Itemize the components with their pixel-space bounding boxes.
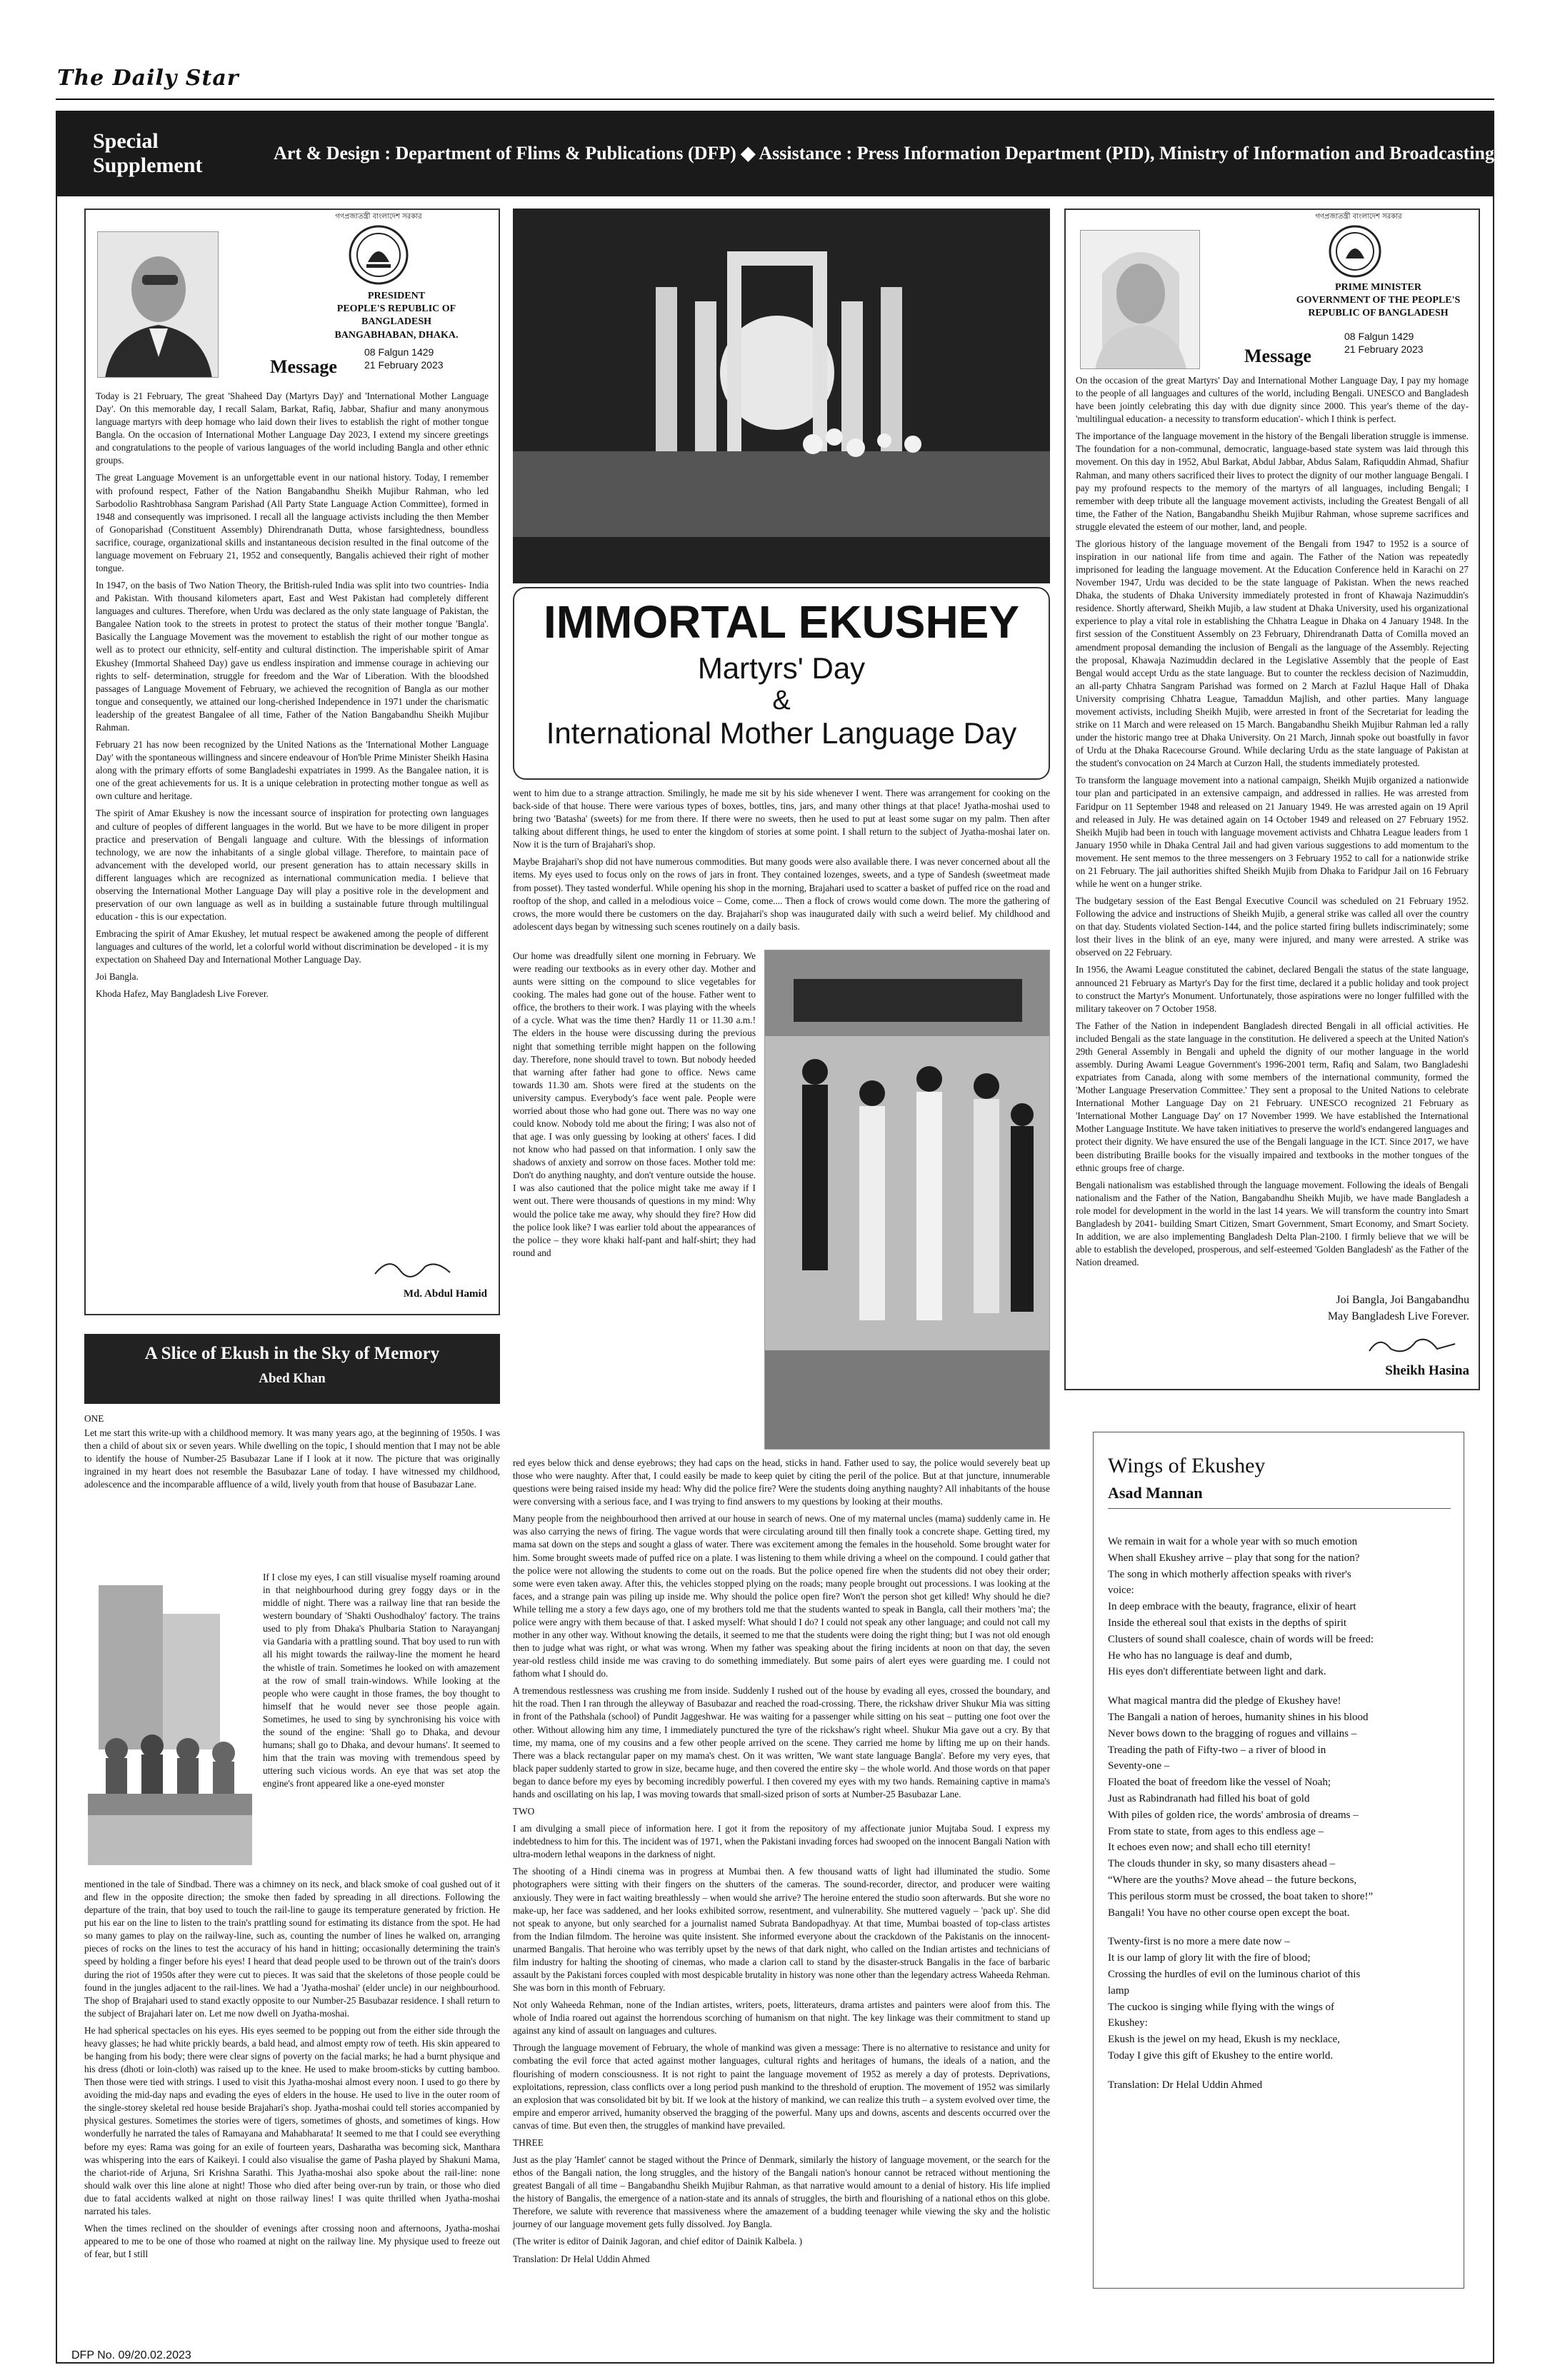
paragraph: The glorious history of the language movement of the Bengali from 1947 to 1952 is a source of inspiration in our national life from time and again. The Father of the Nation was repeatedly imprisoned for leading the language movement. At the Education Conference held in Karachi on 27 November 1947, Urdu was decided to be the state language of Pakistan. When the news reached Dhaka, the students of Dhaka University immediately protested in front of Khawaja Nazimuddin's residence. Shortly afterward, Sheikh Mujib, a law student at Dhaka University, used his organizational experience to play a vital role in establishing the Chhatra League in Dhaka on 4 January 1948. In the first session of the Constituent Assembly on 23 February, Dhirendranath Datta of Comilla moved an amendment proposal demanding the inclusion of Bengali as the language of the Assembly. Rejecting the proposal, Khawaja Nazimuddin declared in the Legislative Assembly that the people of East Bengal would accept Urdu as the state language. But to counter the reckless decision of Nazimuddin, an all-party Chhatra Sangram Parishad was formed on 2 March at Fazlul Haque Hall of Dhaka University comprising Chhatra League, Tamaddun Majlish, and other parties. Many language movement activists, including Sheikh Mujib, were arrested in front of the Secretariat for leading the strike on 11 March and were released on 15 March. Bangabandhu Sheikh Mujibur Rahman led a rally under the historic mango tree at Dhaka University. On 21 March, Jinnah spoke out boastfully in favor of Urdu at the Dhaka Racecourse Ground. While declaring Urdu as the state language of Pakistan at the student's convocation on 24 March at Curzon Hall, the students immediately protested. (1076, 538, 1469, 769)
paragraph: Not only Waheeda Rehman, none of the Indian artistes, writers, poets, litterateurs, drama artistes and painters were aloof from this. The whole of India roared out against the horrendous scorching of humanism on that night. The key linkage was their commitment to stand up against any kind of assault on languages and cultures. (513, 1999, 1050, 2037)
pm-message-title: Message (1244, 346, 1311, 366)
paragraph: If I close my eyes, I can still visualise myself roaming around in that neighbourhood during grey foggy days or in the middle of night. There was a railway line that ran beside the western boundary of 'Shakti Oushodhaloy' factory. The trains used to ply from Dhaka's Phulbaria Station to Narayanganj via Gandaria with a prattling sound. That boy used to run with all his might towards the railway-line the moment he heard the whistle of train. Sometimes he looked on with amazement at the row of small train-windows. While looking at the people who were caught in those frames, the boy thought to himself that he would never see those people again. Sometimes, he used to sing by synchronising his voice with the sound of the engine: 'Shall go to Dhaka, and devour humans; shall go to Dhaka, and devour humans'. It seemed to him that the train was moving with tremendous speed by uttering such vicious words. An eye that was set atop the engine's front appeared like a one-eyed monster (263, 1572, 500, 1789)
president-photo (97, 231, 219, 378)
date-falgun: 08 Falgun 1429 (1344, 331, 1414, 342)
poem-line: Seventy-one – (1108, 1760, 1170, 1772)
slice-section-one: ONE (84, 1413, 104, 1424)
poem-line: When shall Ekushey arrive – play that song for the nation? (1108, 1552, 1360, 1564)
dfp-number: DFP No. 09/20.02.2023 (71, 2349, 191, 2361)
poem-line: From state to state, from ages to this endless age – (1108, 1825, 1324, 1837)
poem-line: Floated the boat of freedom like the vessel of Noah; (1108, 1777, 1331, 1789)
banner-title: Special Supplement (93, 129, 203, 177)
poem-stanza (1108, 1934, 1458, 2064)
paragraph: In 1956, the Awami League constituted the cabinet, declared Bengali the status of the state language, announced 21 February as Martyr's Day for the first time, declared it a public holiday and took project to construct the Martyr's Monument. Unfortunately, those aspirations were no longer fulfilled with the military takeover on 7 October 1958. (1076, 964, 1469, 1014)
poem-line: Crossing the hurdles of evil on the luminous chariot of this (1108, 1968, 1361, 1980)
pm-message-body (1076, 374, 1469, 1273)
office-line: PRESIDENT (367, 291, 426, 301)
poem-divider (1108, 1508, 1451, 1509)
paragraph: To transform the language movement into a national campaign, Sheikh Mujib organized a nationwide tour plan and participated in an extensive campaign, and addressed in rallies. He was arrested from Faridpur on 11 September 1948 and released on 21 January 1949. He was arrested again on 19 April and released in July. He was detained again on 14 October 1949 and released on 27 February 1952. Sheikh Mujib had been in touch with language movement activists and Chhatra League leaders from 1 January 1950 while in Dhaka Central Jail and had given various suggestions to add momentum to the movement. He sent memos to the three messengers on 3 February 1952 to call for a nationwide strike on 21 February. The jail authorities shifted Sheikh Mujib from Dhaka to Faridpur Jail on 16 February while he went on a hunger strike. (1076, 775, 1469, 889)
language-movement-procession-photo (764, 950, 1050, 1450)
paragraph: A tremendous restlessness was crushing me from inside. Suddenly I rushed out of the house by evading all eyes, crossed the boundary, and hit the road. Then I ran through the alleyway of Basubazar and reached the road-crossing. There, the rickshaw driver Shukur Mia was sitting in front of the Pathshala (school) of Pundit Jaggeshwar. He was waiting for a passenger while sitting on his seat – putting one foot over the other. Without allowing him any time, I immediately punctured the tyre of the rickshaw's right wheel. Shukur Mia gave out a cry. By that time, my mama, one of my cousins and a few other people arrived on the scene. They carried me home by lifting me up on their hands. There was a black rectangular paper on my mama's chest. On it was written, 'We want state language Bangla'. Before my very eyes, that black paper suddenly started to grow in size, became huge, and then covered the entire sky – the whole world. And those words on that paper began to dance before my eyes by becoming incredibly powerful. I then covered my eyes with my two hands. Remaining captive in mama's hands and oscillating on his lap, I was moving towards that small-sized prison of sorts at Number-25 Basubazar Lane. (513, 1685, 1050, 1799)
paragraph: THREE (513, 2137, 544, 2148)
banner-credits: Art & Design : Department of Flims & Publications (DFP) ◆ Assistance : Press Information Department (PID), Ministry of Information and Broadcasting (274, 143, 1494, 164)
poem-title: Wings of Ekushey (1108, 1454, 1266, 1477)
paragraph: The importance of the language movement in the history of the Bengali liberation struggle is immense. The foundation for a non-communal, democratic, language-based state system was laid through this movement. On this day in 1952, Abul Barkat, Abdul Jabbar, Abdus Salam, Rafiquddin Ahmad, Shafiur Rahman, and many others sacrificed their lives to protect the dignity of our mother language Bengali. I pay my profound respects to the memory of the martyrs of all languages, including Bengali; I remember with deep tribute all the language movement activists, including the Greatest Bengali of all time, the Father of the Nation, Bangabandhu Sheikh Mujibur Rahman, whose supreme sacrifices and struggle elevated the esteem of our mother, land, and people. (1076, 431, 1469, 532)
paragraph: Through the language movement of February, the whole of mankind was given a message: There is no alternative to resistance and unity for combating the evil force that acted against mother languages, cultural rights and heritages of humans, the ideals of a nation, and the flourishing of modern consciousness. It is not right to paint the language movement of 1952 as merely a day of protests. Deprivations, exploitations, repression, class conflicts over a long period push mankind to the threshold of eruption. The movement of 1952 was similarly an explosion that was consolidated bit by bit. If we look at the history of mankind, we can realize this truth – a system evolved over time, the empire and emperor arrived, humanity observed the bragging of the powerful. Many ups and downs, ascents and descents occurred over the canvas of time. But even then, the struggles of mankind have prevailed. (513, 2042, 1050, 2131)
poem-line: The song in which motherly affection speaks with river's (1108, 1568, 1351, 1580)
poem-line: lamp (1108, 1984, 1129, 1997)
pm-office (1280, 281, 1476, 321)
paragraph: Joi Bangla. (96, 971, 139, 983)
paragraph: Let me start this write-up with a childhood memory. It was many years ago, at the beginning of 1950s. I was then a child of about six or seven years. While dwelling on the topic, I should mention that I may not be able to identify the house of Number-25 Basubazar Lane if I look at it now. The picture that was originally ingrained in my heart does not resemble the Basubazar Lane of today. I have witnessed my childhood, adolescence and the incomparable affluence of a wild, lively youth from that house of Basubazar Lane. (84, 1427, 500, 1490)
poem-line: Never bows down to the bragging of rogues and villains – (1108, 1727, 1357, 1739)
date-falgun: 08 Falgun 1429 (364, 346, 434, 358)
slice-author: Abed Khan (259, 1371, 326, 1386)
slice-heading: A Slice of Ekush in the Sky of Memory (144, 1344, 440, 1363)
paragraph: Khoda Hafez, May Bangladesh Live Forever. (96, 988, 269, 1000)
martyrs-monument-sculpture-photo (84, 1571, 256, 1871)
pm-photo (1080, 230, 1200, 369)
paragraph: Just as the play 'Hamlet' cannot be staged without the Prince of Denmark, similarly the history of language movement, or the search for the ethos of the Bangali nation, the long struggles, and the history of the Bangali nation's honour cannot be retraced without mentioning the greatest Bangali of all time – Bangabandhu Sheikh Mujibur Rahman, as that narrative would amount to a denial of history. His life implied the history of Bangalis, the emergence of a nation-state and its annals of struggles, the birth and flourishing of a national ethos on this globe. Therefore, we salute with reverence that massiveness where the amazement of a budding teenager while viewing the sky and the holistic journey of our language movement gets fully dissolved. Joy Bangla. (513, 2154, 1050, 2230)
poem-line: The Bangali a nation of heroes, humanity shines in his blood (1108, 1711, 1369, 1723)
office-line: REPUBLIC OF BANGLADESH (1308, 308, 1449, 319)
poem-line: Bangali! You have no other course open except the boat. (1108, 1907, 1350, 1919)
poem-line: Today I give this gift of Ekushey to the entire world. (1108, 2049, 1334, 2062)
poem-line: Translation: Dr Helal Uddin Ahmed (1108, 2079, 1263, 2091)
paragraph: On the occasion of the great Martyrs' Day and International Mother Language Day, I pay my homage to the people of all languages and cultures of the world, including Bengali. UNESCO and Bangladesh have been jointly celebrating this day with due dignity since 2000. This year's theme of the day- 'multilingual education- a necessity to transform education'- which I think is perfect. (1076, 375, 1469, 425)
poem-line: Treading the path of Fifty-two – a river of blood in (1108, 1744, 1326, 1756)
poem-author: Asad Mannan (1108, 1484, 1203, 1502)
slice-continued (84, 1878, 500, 2265)
president-emblem-text: গণপ্রজাতন্ত্রী বাংলাদেশ সরকার (335, 213, 422, 221)
pm-emblem (1326, 223, 1384, 280)
paragraph: I am divulging a small piece of information here. I got it from the repository of my affectionate junior Mujtaba Soud. I express my indebtedness to him for this. The incident was of 1971, when the Pakistani invading forces had swooped on the innocent Bangali Nation with ultra-modern lethal weapons in the darkness of night. (513, 1823, 1050, 1860)
paragraph: The shooting of a Hindi cinema was in progress at Mumbai then. A few thousand watts of light had illuminated the studio. Some photographers were sitting with their fingers on the shutters of the cameras. The sound-recorder, director, and producer were waiting anxiously. They were in fact waiting breathlessly – when would she arrive? The heroine entered the studio soon afterwards. But she wore no make-up, her face was saddened, and her looks exhibited sorrow, resentment, and vulnerability. She muttered vaguely – 'pack up'. She did not speak to anyone, but only searched for a journalist named Subrata Bandopadhyay. At that time, Mumbai boasted of top-class artistes from the Indian filmdom. The heroine was quite insistent. She informed everyone about the crackdown of the Pakistanis on the innocent-unarmed Bangalis. That heroine who was terribly upset by the news of that dark night, who called on the Indian artistes and technicians of film industry for halting the shooting of cinemas, who made a clarion call to stand by the disaster-struck Bangalis in the face of barbaric assault by the Pakistani forces coupled with most despicable brutality in history was none other than the legendary actress Waheeda Rehman. She was born in this month of February. (513, 1866, 1050, 1994)
ekushey-subtitle-1: Martyrs' Day (697, 651, 866, 685)
president-date (364, 346, 444, 371)
poem-line: It echoes even now; and shall echo till eternity! (1108, 1842, 1311, 1854)
pm-date (1344, 330, 1424, 356)
pm-emblem-text: গণপ্রজাতন্ত্রী বাংলাদেশ সরকার (1315, 213, 1402, 221)
signature-icon (371, 1252, 457, 1281)
pm-message-box (1064, 209, 1480, 1390)
office-line: BANGLADESH (361, 316, 432, 328)
paragraph: red eyes below thick and dense eyebrows; they had caps on the head, sticks in hand. Father used to say, the police would severely beat up those who were naughty. After that, I could easily be made to keep quiet by citing the peril of the police. But at that juncture, innumerable questions were being raised inside my head: Why did the police fire? Were the students doing anything naughty? All inhabitants of the house were conversing with a serious face, and I was trying to find answers to my questions by looking at their mouths. (513, 1457, 1050, 1507)
paragraph: Today is 21 February, The great 'Shaheed Day (Martyrs Day)' and 'International Mother Language Day'. On this memorable day, I recall Salam, Barkat, Rafiq, Jabbar, Shafiur and many anonymous language martyrs with deep homage who laid down their lives to establish the right of mother tongue Bangla. On the occasion of International Mother Language Day 2023, I extend my sincere greetings and congratulations to the people of various languages of the world including Bangla and other ethnic groups. (96, 391, 489, 466)
poem-line: Ekush is the jewel on my head, Ekush is my necklace, (1108, 2034, 1340, 2046)
center-text-bottom (513, 1457, 1050, 2270)
poem-stanza (1108, 1693, 1458, 1921)
ekushey-subtitle-2: International Mother Language Day (546, 716, 1017, 750)
poem-line: “Where are the youths? Move ahead – the future beckons, (1108, 1874, 1357, 1886)
poem-line: This perilous storm must be crossed, the boat taken to shore!” (1108, 1890, 1374, 1902)
president-message-title: Message (270, 356, 337, 377)
paragraph: went to him due to a strange attraction. Smilingly, he made me sit by his side whenever I went. There was arrangement for cooking on the back-side of that house. There were various types of boxes, bottles, tins, jars, and many other things at that place! Jyatha-moshai used to bring two 'Batasha' (sweets) for me from there. If there were no sweets, then he used to put at least some sugar on my palm. Then after talking about different things, he used to enter the kingdom of stories at some point. I shall return to the subject of Jyatha-moshai later on. Now it is the turn of Brajahari's shop. (513, 788, 1050, 850)
poem-stanza (1108, 2077, 1458, 2094)
paragraph: (The writer is editor of Dainik Jagoran, and chief editor of Dainik Kalbela. ) (513, 2236, 803, 2247)
date-february: 21 February 2023 (1344, 343, 1424, 356)
office-line: PEOPLE'S REPUBLIC OF (336, 303, 456, 315)
poem-stanza (1108, 1534, 1458, 1680)
paragraph: When the times reclined on the shoulder of evenings after crossing noon and afternoons, Jyatha-moshai appeared to me to be one of those who roamed at night on the railway line. My physique used to freeze out of fear, but I still (84, 2223, 500, 2260)
poem-line: Inside the ethereal soul that exists in the depths of spirit (1108, 1617, 1347, 1629)
paragraph: Maybe Brajahari's shop did not have numerous commodities. But many goods were also available there. I was never concerned about all the items. My eyes used to focus only on the rows of jars in front. They contained lozenges, sweets, and a type of Sandesh (sweetmeat made from posset). They tasted wonderful. While opening his shop in the morning, Brajahari used to scatter a basket of puffed rice on the road and rooftop of the shop, and called in a melodious voice – Come, come.... Then a flock of crows would come down. The more the gathering of crows, the more would there be customers on the day. Brajahari's shop was inaugurated daily with such a weird belief. My childhood and adolescent days began by witnessing such scenes routinely on a daily basis. (513, 856, 1050, 932)
slice-heading-bar (84, 1334, 500, 1404)
poem-line: He who has no language is deaf and dumb, (1108, 1650, 1292, 1662)
office-line: GOVERNMENT OF THE PEOPLE'S (1296, 295, 1461, 306)
center-text-top (513, 787, 1050, 938)
ekushey-ampersand: & (772, 686, 791, 715)
poem-line: We remain in wait for a whole year with so much emotion (1108, 1536, 1358, 1547)
ekushey-title: IMMORTAL EKUSHEY (543, 596, 1020, 648)
paragraph: The great Language Movement is an unforgettable event in our national history. Today, I remember with profound respect, Father of the Nation Bangabandhu Sheikh Mujibur Rahman, who led Sarbodolio Rashtrobhasa Sangram Parishad (All Party State Language Action Committee), formed in 1948 and consequently was imprisoned. I recall all the language activists including the then Member of Gonoparishad (Constituent Assembly) Dhirendranath Dutta, whose farsightedness, boundless sacrifice, courage, organizational skills and instantaneous decision resulted in the final outcome of the language movement on February 21, 1952 and consequently, Bangalis achieved their right of mother tongue. (96, 472, 489, 574)
poem-line: Ekushey: (1108, 2017, 1148, 2029)
paragraph: The budgetary session of the East Bengal Executive Council was scheduled on 21 February 1952. Following the advice and instructions of Sheikh Mujib, a general strike was called all over the country on that day. Students violated Section-144, and the police started firing bullets indiscriminately; some lost their lives in the blink of an eye, many were injured, and many were arrested. A strike was observed on 22 February. (1076, 895, 1469, 958)
poem-line: In deep embrace with the beauty, fragrance, elixir of heart (1108, 1601, 1356, 1613)
poem-line: With piles of golden rice, the words' ambrosia of dreams – (1108, 1809, 1359, 1821)
paragraph: Many people from the neighbourhood then arrived at our house in search of news. One of my maternal uncles (mama) suddenly came in. He was also carrying the news of firing. The vague words that were circulating around till then finally took a concrete shape. Getting tired, my mama sat down on the steps and sought a glass of water. There was excitement among the females in the household. Some brought water for him. Some brought sweets made of puffed rice on a plate. I was listening to them while driving a wheel on the compound. I could gather that the police were not allowing the students to come out on the roads. But the police opened fire when the students did not obey their order; some were even taken away. After this, the vehicles stopped plying on the roads; many people brought out processions. I was looking at the faces, and a strange pain was piling up inside me. Why should the police open fire? Won't the person shot get killed! Why should he die? While telling me a story a few days ago, one of my brothers told me that the students wanted to speak in Bangla, call their mothers 'ma'; the police were angry with them because of that. I asked myself: What should I do? I could not speak any other language; and could not call my mother in any other way. Without knowing the details, it seemed to me that the students were doing the right thing; but I was not old enough then to judge what was right, or what was wrong. When my father was speaking about the firing incidents at noon on that day, the seven year-old restless child inside me was craving to do something immediately. But some pairs of alert eyes were guarding me. I could not fathom what I should do. (513, 1513, 1050, 1679)
paragraph: Our home was dreadfully silent one morning in February. We were reading our textbooks as in every other day. Mother and aunts were sitting on the compound to slice vegetables for cooking. The males had gone out of the house. Father went to office, the brothers to their work. I was playing with the wheels of a cycle. What was the time then? Hardly 11 or 11.30 a.m.! The elders in the house were discussing during the previous night that something terrible might happen on the following day. Therefore, none should travel to town. But nobody heeded that warning after father had gone to office. News came towards 11.30 am. Shots were fired at the students on the university campus. Everybody's face went pale. People were worried about those who had gone out. There was no way one could know. Nobody told me about the firing; I was also not of that age. I was only guessing by looking at others' faces. I did not know who had passed on that information. I only saw the shadows of anxiety and sorrow on those faces. Mother told me: Don't do anything naughty, and don't venture outside the house. I was also cautioned that the police might take me away if I went out. There were thousands of questions in my mind: Why would the police take me away, why should they fire? How did the police look like? I was earlier told about the appearances of the police – they wore khaki half-pant and half-shirt; they had round and (513, 950, 756, 1258)
slice-wrap-text (263, 1571, 500, 1794)
poem-line: It is our lamp of glory lit with the fire of blood; (1108, 1952, 1311, 1964)
poem-line: What magical mantra did the pledge of Ekushey have! (1108, 1695, 1341, 1707)
pm-close-line: Joi Bangla, Joi Bangabandhu (1336, 1294, 1469, 1306)
president-emblem (346, 223, 411, 287)
office-line: BANGABHABAN, DHAKA. (334, 329, 459, 341)
paragraph: Embracing the spirit of Amar Ekushey, let mutual respect be awakened among the people of different languages and cultures of the world, let a colorful world without discrimination be developed - it is my expectation on Shaheed Day and International Mother Language Day. (96, 928, 489, 965)
poem-line: Just as Rabindranath had filled his boat of gold (1108, 1792, 1310, 1804)
paragraph: He had spherical spectacles on his eyes. His eyes seemed to be popping out from the either side through the heavy glasses; he had white prickly beards, a bald head, and almost empty row of teeth. His skin appeared to be hanging from his body; there were clear signs of poverty on the facial marks; he had a burnt physique and his dress (dhoti or loin-cloth) was raised up to the knee. He used to make broom-sticks by cutting bamboo. Then those were tied with strings. I used to visit this Jyatha-moshai almost every noon. I used to go there by avoiding the mid-day naps and evading the eyes of elders in the house. He used to live in the outer room of the single-storey skeletal red house beside Brajahari's shop. Jyatha-moshai could tell stories accompanied by physical gestures. Sometimes the stories were of tigers, sometimes of ghosts, and sometimes of kings. How wonderfully he narrated the tales of Ramayana and Mahabharata! It seemed to me that I could see everything before my eyes: Rama was going for an exile of fourteen years, Dasharatha was becoming sick, Manthara was whispering into the ears of Kaikeyi. I could also visualise the game of Pasha played by Shakuni Mama, the chariot-ride of Arjuna, Sri Krishna Sarathi. This Jyatha-moshai also spoke about the rail-line: none should walk over this line alone at night! Those who died after being over-run by train, or those who died due to fatal accidents walked at night on those railway lines! I was quite thrilled when Jyatha-moshai narrated his tales. (84, 2024, 500, 2216)
supplement-banner (56, 111, 1494, 196)
poem-line: His eyes don't differentiate between light and dark. (1108, 1666, 1326, 1678)
poem-line: voice: (1108, 1585, 1134, 1597)
paragraph: In 1947, on the basis of Two Nation Theory, the British-ruled India was split into two countries- India and Pakistan. With thousand kilometers apart, East and West Pakistan had completely different languages and cultures. Therefore, when Urdu was declared as the only state language of Pakistan, the Bangalee Nation took to the streets in protest to protect the status of their mother tongue 'Bangla'. Basically the Language Movement was the movement to establish the right of our mother tongue as well as to protect our ethnicity, self-entity and cultural distinction. The imperishable spirit of Amar Ekushey (Immortal Shaheed Day) gave us endless inspiration and immense courage in achieving our rights to self- determination, struggle for freedom and the War of Liberation. With the bloodshed passages of Language Movement of February, we achieved the recognition of Bangla as our mother tongue and consequently, we attained our long-cherished Independence in 1971 under the charismatic leadership of the greatest Bangalee of all time, Father of the Nation Bangabandhu Sheikh Mujibur Rahman. (96, 580, 489, 733)
signature-icon (1366, 1331, 1459, 1360)
paragraph: The Father of the Nation in independent Bangladesh directed Bengali in all official activities. He included Bengali as the state language in the constitution. He delivered a speech at the United Nation's 29th General Assembly in Bengali and upheld the dignity of our mother language in the world assembly. During Awami League Government's 1996-2001 term, Rafiq and Salam, two Bangladeshi expatriates from Canada, along with some members of the international community, formed the 'Mother Language Preservation Committee.' They sent a proposal to the United Nations to celebrate International Mother Language Day on 21 February. UNESCO recognized 21 February as 'International Mother Language Day' on 17 November 1999. We have established the International Mother Language Institute. We have taken initiatives to preserve the world's endangered languages and protect their dignity. We have ensured the use of the Bengali language in the ICT. Since 2017, we have been distributing Braille books for the visually impaired and textbooks in the mother tongues of the ethnic groups free of charge. (1076, 1020, 1469, 1173)
center-text-wrap (513, 950, 756, 1264)
poem-line: The clouds thunder in sky, so many disasters ahead – (1108, 1858, 1336, 1870)
president-signer: Md. Abdul Hamid (403, 1288, 487, 1300)
date-february: 21 February 2023 (364, 359, 444, 371)
shaheed-minar-photo (513, 209, 1050, 583)
poem-line: Clusters of sound shall coalesce, chain of words will be freed: (1108, 1633, 1374, 1645)
paragraph: mentioned in the tale of Sindbad. There was a chimney on its neck, and black smoke of coal gushed out of it and flew in the opposite direction; the smoke then faded by spreading in all directions. Following the departure of the train, that boy used to touch the rail-line to gauge its temperature generated by friction. He put his ear on the line to listen to the train's prattling sound for estimating its distance from the spot. He had so many games to play on the railway-line, such as, counting the number of lines he walked on, arranging pieces of rocks on the lines to test the accuracy of his hand in hitting; occasionally determining the train's speed by holding a finger before his eyes! I heard that dead people used to be thrown out of the train's doors during the riot of 1950s after they were cut to pieces. It was said that the skeletons of those people could be found in the jungles adjacent to the rail-lines. We had a 'Jyatha-moshai' (elder uncle) in our neighbourhood. The shop of Brajahari used to stand exactly opposite to our Number-25 Basubazar residence. I shall return to the subject of Brajahari later on. Let me now dwell on Jyatha-moshai. (84, 1879, 500, 2019)
paragraph: February 21 has now been recognized by the United Nations as the 'International Mother Language Day' with the spontaneous willingness and sincere endeavour of Hon'ble Prime Minister Sheikh Hasina along with the primary efforts of some Bangladeshi expatriates in 1999. As the Bangalee nation, it is one of the great achievements for us. It is a unique celebration in protecting mother tongue as well as own culture and heritage. (96, 739, 489, 802)
ekushey-title-box (513, 587, 1050, 780)
slice-intro (84, 1412, 500, 1495)
poem-line: The cuckoo is singing while flying with the wings of (1108, 2001, 1335, 2013)
masthead-logo: The Daily Star (57, 66, 239, 91)
president-office (300, 290, 493, 342)
pm-closing (1209, 1292, 1469, 1325)
pm-signer: Sheikh Hasina (1385, 1363, 1469, 1378)
president-message-body (96, 390, 489, 1005)
poem-body (1108, 1534, 1458, 2107)
poem-line: Twenty-first is no more a mere date now – (1108, 1936, 1290, 1948)
president-message-box (84, 209, 500, 1315)
pm-close-line: May Bangladesh Live Forever. (1327, 1310, 1469, 1323)
paragraph: TWO (513, 1806, 535, 1817)
paragraph: The spirit of Amar Ekushey is now the incessant source of inspiration for protecting own languages and culture of peoples of different languages in the world. But we have to be more diligent in proper practice and preservation of Bengali language and culture. With the blessings of information technology, we are now the inhabitants of a single global village. Therefore, to maintain pace of advancement with the developed world, our present generation has to attain necessary skills in different languages which are recognized as international communication media. I believe that observing the International Mother Language Day will play a positive role in the development and preservation of our own language as well as in building a sustainable future through multilingual education - this is our expectation. (96, 808, 489, 923)
poem-box (1093, 1432, 1464, 2289)
paragraph: Bengali nationalism was established through the language movement. Following the ideals of Bengali nationalism and the Father of the Nation, Bangabandhu Sheikh Mujib, we have made Bangladesh a role model for development in the world in the last 14 years. We will transform the country into Smart Bangladesh by 2041- building Smart Citizen, Smart Government, Smart Economy, and Smart Society. In addition, we are also implementing Bangladesh Delta Plan-2100. I firmly believe that we will be able to establish the developed, prosperous, and self-esteemed 'Golden Bangladesh' as the Father of the Nation dreamed. (1076, 1179, 1469, 1268)
paragraph: Translation: Dr Helal Uddin Ahmed (513, 2253, 650, 2264)
office-line: PRIME MINISTER (1335, 282, 1421, 293)
masthead-rule (56, 99, 1494, 100)
